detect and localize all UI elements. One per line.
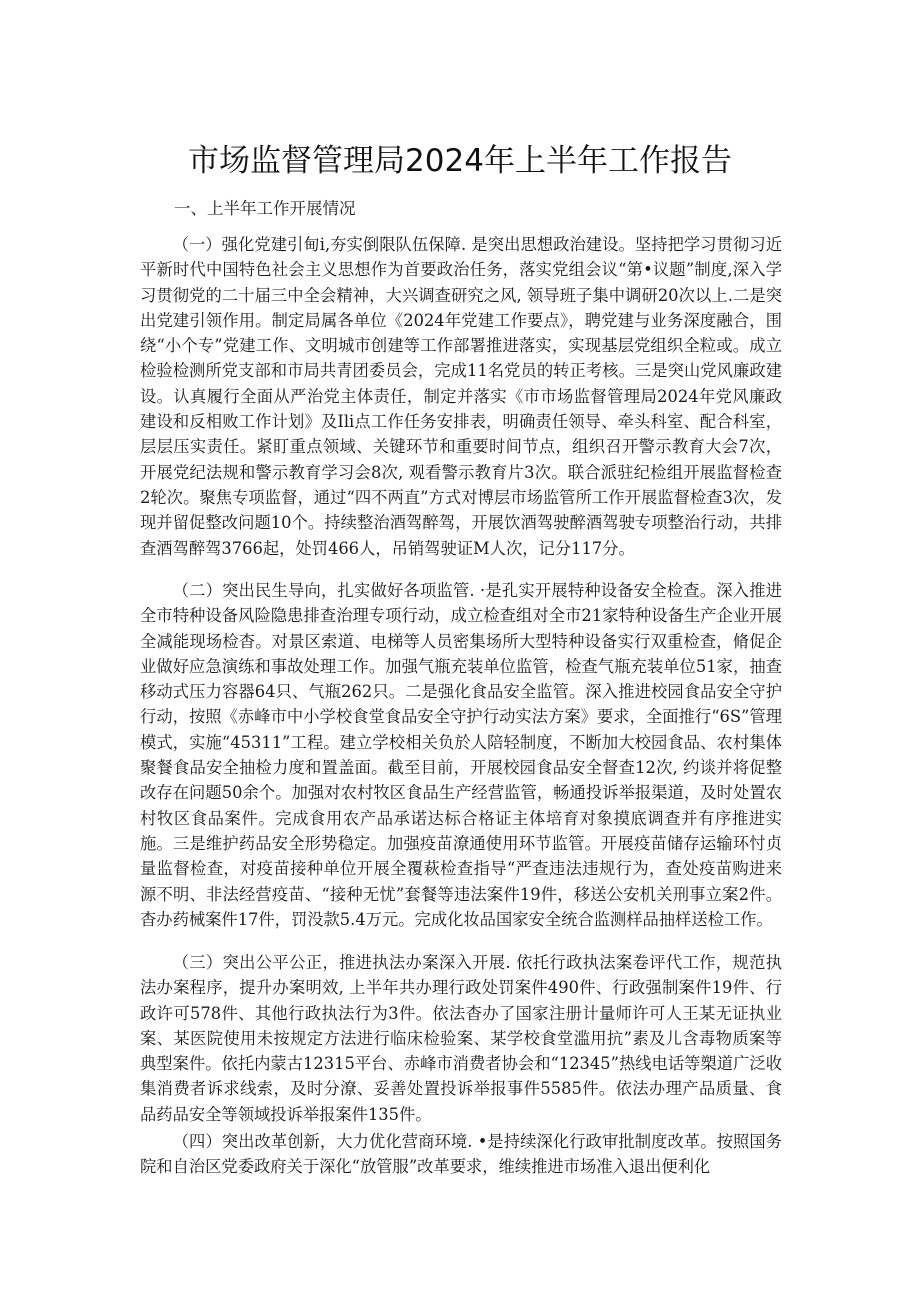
section-heading: 一、上半年工作开展情况 bbox=[174, 199, 356, 218]
paragraph-party-building: （一）强化党建引甸i,夯实倒限队伍保障. 是突出思想政治建设。坚持把学习贯彻习近平新时代中国特色社会主义思想作为首要政治任务，落实党组会议“第•议题”制度,深入学习贯彻党的二十届三中全会精神，大兴调查研究之风, 领导班子集中调研20次以上.二是突出党建引领作用。制定局属各单位《2024年党建工作要点》，聘党建与业务深度融合，围绕“小个专”党建工作、文明城市创建等工作部署推进落实，实现基层党组织全粒或。成立检验检测所党支部和市局共青团委员会，完成11名党员的转正考核。三是突山党风廉政建设。认真履行全面从严治党主体责任，制定并落实《市市场监督管理局2024年党风廉政建设和反相败工作计划》及Ili点工作任务安排表，明确责任领导、牵头科室、配合科室，层层压实责任。紧盯重点领域、关键环节和重要时间节点，组织召开警示教育大会7次，开展党纪法规和警示教育学习会8次, 观看警示教育片3次。联合派驻纪检组开展监督检查2轮次。聚焦专项监督，通过“四不两直”方式对博层市场监管所工作开展监督检查3次，发现并留促整改问题10个。持续整治酒驾醉驾，开展饮酒驾驶醉酒驾驶专项整治行动，共排查酒驾醉驾3766起，处罚466人，吊销驾驶证M人次，记分117分。 bbox=[140, 235, 782, 558]
paragraph-livelihood-supervision: （二）突出民生导向，扎实做好各项监管. ·是孔实开展特种设备安全检查。深入推进全市特种设备风险隐患排查治理专项行动，成立检查组对全市21家特种设备生产企业开展全减能现场检杳。对景区索道、电梯等人员密集场所大型特种设备实行双重检查，脩促企业做好应急演练和事故处理工作。加强气瓶充装单位监管，检查气瓶充装单位51家，抽查移动式压力容器64只、气瓶262只。二是强化食品安全监管。深入推进校园食品安全守护行动，按照《赤峰市中小学校食堂食品安全守护行动实法方案》要求，全面推行“6S”管理模式，实施“45311”工程。建立学校相关负於人陪轻制度，不断加大校园食品、农村集体聚餐食品安全抽检力度和置盖面。截至目前，开展校园食品安全督查12次, 约谈并将促整改存在问题50余个。加强对农村牧区食品生产经营监管，畅通投诉举报渠道，及时处置农村牧区食品案件。完成食用农产品承诺达标合格证主体培育对象摸底调查并有序推进实施。三是维护药品安全形势稳定。加强疫苗潦通使用环节监管。开展疫苗储存运输环忖贞量监督检查，对疫苗接种单位开展全覆萩检查指导“严查违法违规行为，查处疫苗购进来源不明、非法经营疫苗、“接种无忧”套餐等违法案件19件，移送公安机关刑事立案2件。杳办药械案件17件，罚没款5.4万元。完成化妆品国家安全统合监测样品抽样送检工作。 bbox=[140, 581, 782, 929]
paragraph-law-enforcement: （三）突出公平公正，推进执法办案深入开展. 依托行政执法案卷评代工作，规范执法办案程序，提升办案明效, 上半年共办理行政处罚案件490件、行政强制案件19件、行政许可578件、其他行政执法行为3件。依法杳办了国家注册计量师许可人王某无证执业案、某医院使用未按规定方法进行临床检验案、某学校食堂滥用抗”素及儿含毒物质案等典型案件。依托内蒙古12315平台、赤峰市消费者协会和“12345”热线电话等槊道广泛收集消费者诉求线索，及时分潦、妥善处置投诉举报事件5585件。依法办理产品质量、食品药品安全等领域投诉举报案件135件。 bbox=[140, 953, 782, 1124]
page-title: 市场监督管理局2024年上半年工作报告 bbox=[188, 143, 732, 179]
paragraph-reform-innovation: （四）突出改革创新，大力优化营商环境. •是持续深化行政审批制度改革。按照国务院和自治区党委政府关于深化“放管服”改革要求，维续推进市场准入退出便利化 bbox=[140, 1132, 782, 1177]
